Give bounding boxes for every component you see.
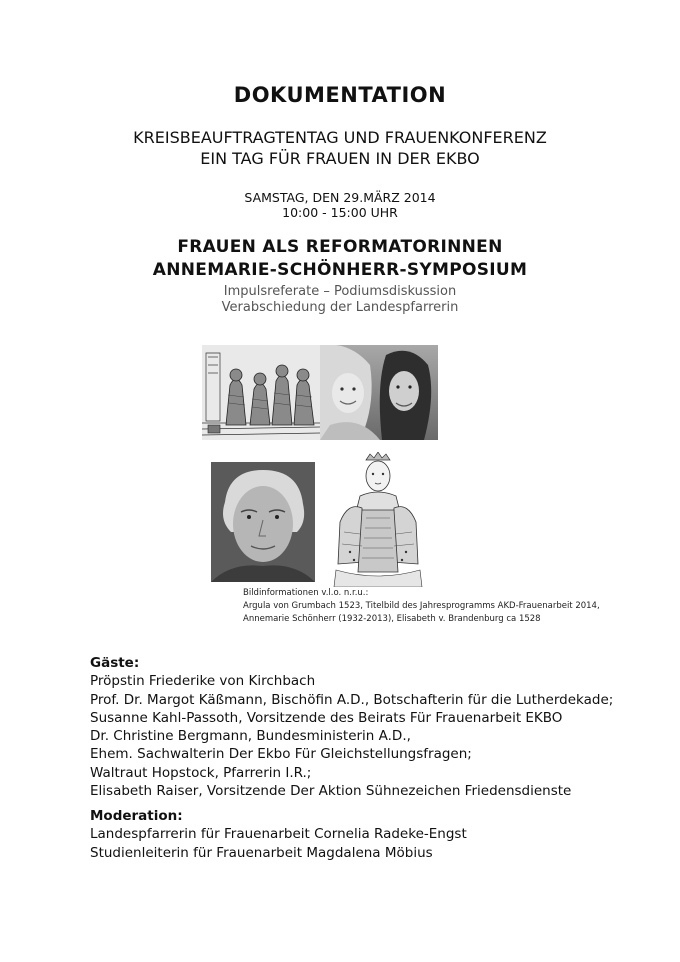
guest-item: Elisabeth Raiser, Vorsitzende Der Aktion Sühnezeichen Friedensdienste [90,783,572,800]
elisabeth-von-brandenburg-drawing [330,452,426,587]
guests-section [90,654,613,800]
guests-heading: Gäste [90,655,134,671]
event-time: 10:00 - 15:00 UHR [282,205,398,220]
caption-line-2: Argula von Grumbach 1523, Titelbild des Jahresprogramms AKD-Frauenarbeit 2014, [243,601,600,611]
event-date: SAMSTAG, DEN 29.MÄRZ 2014 [244,190,436,205]
guest-item: Prof. Dr. Margot Käßmann, Bischöfin A.D., Botschafterin für die Lutherdekade; [90,691,614,708]
moderation-heading-row: Moderation: [90,808,183,824]
theme-line-2: ANNEMARIE-SCHÖNHERR-SYMPOSIUM [152,260,528,280]
guest-item: Dr. Christine Bergmann, Bundesministerin A.D., [90,728,411,745]
two-women-photo [320,345,438,440]
program-line-2: Verabschiedung der Landespfarrerin [221,300,459,315]
moderation-section [90,807,467,862]
guests-heading-row: Gäste: [90,655,140,671]
guest-item: Pröpstin Friederike von Kirchbach [90,673,316,690]
document-title: DOKUMENTATION [233,83,447,107]
moderator-item: Studienleiterin für Frauenarbeit Magdalena Möbius [90,844,433,861]
caption-line-1: Bildinformationen v.l.o. n.r.u.: [243,588,369,598]
event-title-line-2: EIN TAG FÜR FRAUEN IN DER EKBO [200,149,480,168]
caption-line-3: Annemarie Schönherr (1932-2013), Elisabeth v. Brandenburg ca 1528 [243,614,541,624]
guest-item: Susanne Kahl-Passoth, Vorsitzende des Beirats Für Frauenarbeit EKBO [90,709,563,726]
moderation-heading: Moderation [90,808,178,824]
program-line-1: Impulsreferate – Podiumsdiskussion [223,284,457,299]
annemarie-schoenherr-portrait [211,462,315,582]
guest-item: Ehem. Sachwalterin Der Ekbo Für Gleichstellungsfragen; [90,746,472,763]
guest-item: Waltraut Hopstock, Pfarrerin I.R.; [90,764,312,781]
theme-line-1: FRAUEN ALS REFORMATORINNEN [177,237,503,257]
moderator-item: Landespfarrerin für Frauenarbeit Cornelia Radeke-Engst [90,826,467,843]
woodcut-image [202,345,320,440]
event-title-line-1: KREISBEAUFTRAGTENTAG UND FRAUENKONFERENZ [133,128,547,147]
